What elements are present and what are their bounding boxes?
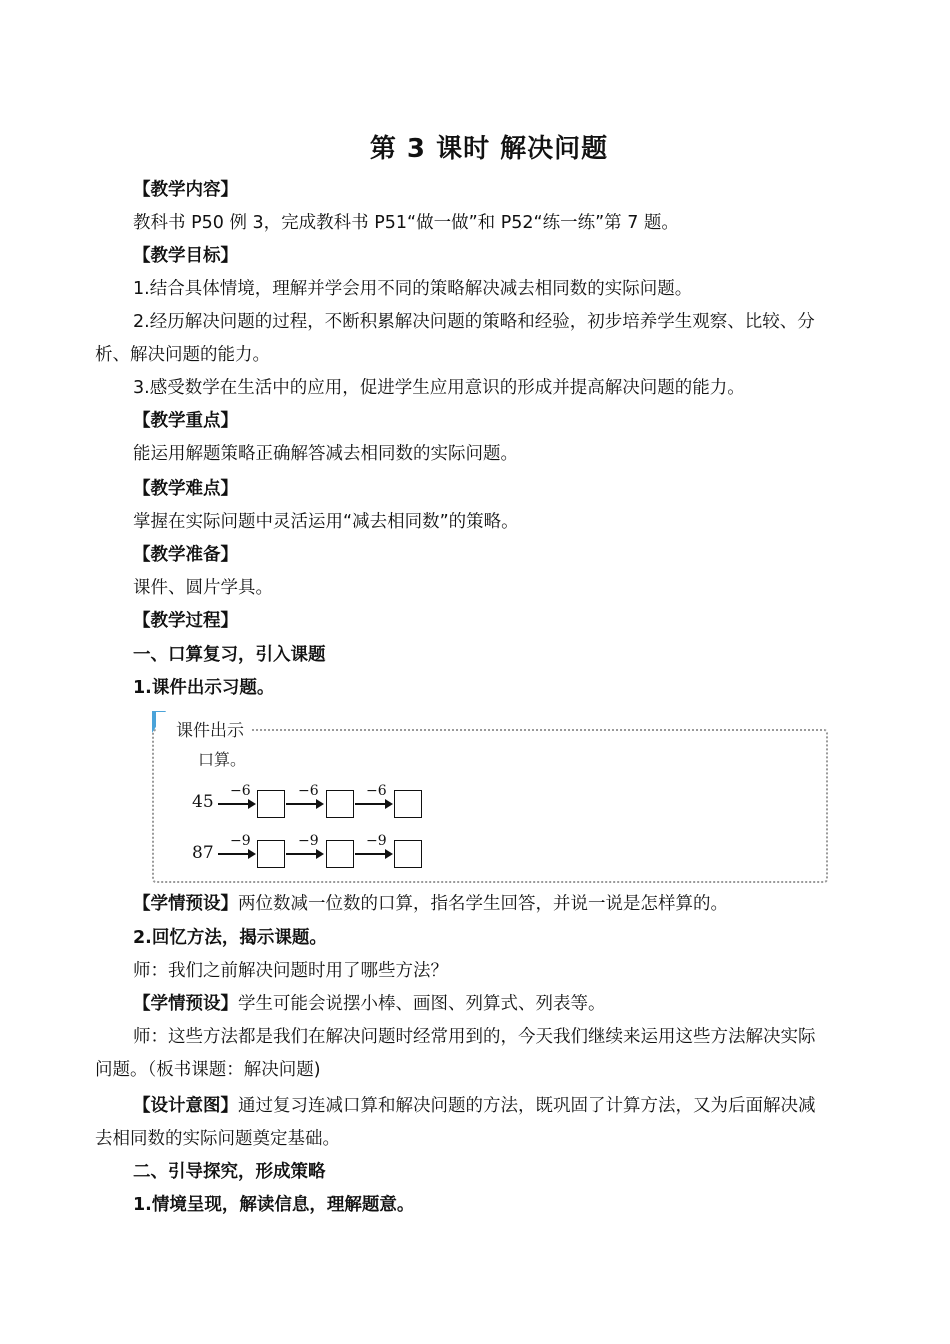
chain1-arrow-2 (286, 803, 322, 805)
chain1-box-2 (326, 790, 354, 818)
teacher-question: 师：我们之前解决问题时用了哪些方法？ (133, 961, 448, 981)
chain2-box-2 (326, 840, 354, 868)
part-1-heading: 一、口算复习，引入课题 (133, 645, 326, 665)
goal-1: 1.结合具体情境，理解并学会用不同的策略解决减去相同数的实际问题。 (133, 279, 693, 299)
chain2-box-1 (257, 840, 285, 868)
content-heading: 【教学内容】 (133, 180, 238, 200)
courseware-subtitle: 口算。 (198, 750, 247, 769)
chain1-arrow-1 (218, 803, 254, 805)
preset-2-text: 学生可能会说摆小棒、画图、列算式、列表等。 (238, 994, 606, 1014)
chain2-arrow-1 (218, 853, 254, 855)
goal-2-line2: 析、解决问题的能力。 (95, 345, 270, 365)
difficulty-heading: 【教学难点】 (133, 479, 238, 499)
chain1-arrow-3 (355, 803, 391, 805)
design-intent-line2: 去相同数的实际问题奠定基础。 (95, 1129, 340, 1149)
preset-2-tag: 【学情预设】 (133, 994, 238, 1014)
goal-3: 3.感受数学在生活中的应用，促进学生应用意识的形成并提高解决问题的能力。 (133, 378, 745, 398)
chain1-start: 45 (192, 792, 214, 812)
difficulty-text: 掌握在实际问题中灵活运用“减去相同数”的策略。 (133, 512, 519, 532)
process-heading: 【教学过程】 (133, 611, 238, 631)
page-title: 第 3 课时 解决问题 (369, 134, 609, 164)
key-text: 能运用解题策略正确解答减去相同数的实际问题。 (133, 444, 518, 464)
preset-1-text: 两位数减一位数的口算，指名学生回答，并说一说是怎样算的。 (238, 894, 728, 914)
prep-heading: 【教学准备】 (133, 545, 238, 565)
chain1-op-3: −6 (366, 783, 387, 799)
chain2-op-3: −9 (366, 833, 387, 849)
chain1-box-1 (257, 790, 285, 818)
chain1-op-2: −6 (298, 783, 319, 799)
teacher-statement-line2: 问题。（板书课题：解决问题) (95, 1060, 321, 1080)
goal-2-line1: 2.经历解决问题的过程，不断积累解决问题的策略和经验，初步培养学生观察、比较、分 (133, 312, 815, 332)
teacher-statement-line1: 师：这些方法都是我们在解决问题时经常用到的，今天我们继续来运用这些方法解决实际 (133, 1027, 816, 1047)
step-2: 2.回忆方法，揭示课题。 (133, 928, 327, 948)
chain2-arrow-3 (355, 853, 391, 855)
design-intent-line1 (133, 1094, 816, 1118)
preset-1-tag: 【学情预设】 (133, 894, 238, 914)
goal-heading: 【教学目标】 (133, 246, 238, 266)
content-text: 教科书 P50 例 3，完成教科书 P51“做一做”和 P52“练一练”第 7 题。 (133, 213, 679, 233)
preset-2 (133, 992, 606, 1016)
courseware-tab-label: 课件出示 (156, 712, 252, 746)
chain2-box-3 (394, 840, 422, 868)
design-intent-text: 通过复习连减口算和解决问题的方法，既巩固了计算方法，又为后面解决减 (238, 1096, 816, 1116)
step-1: 1.课件出示习题。 (133, 678, 275, 698)
chain2-op-2: −9 (298, 833, 319, 849)
chain1-op-1: −6 (230, 783, 251, 799)
part-2-heading: 二、引导探究，形成策略 (133, 1162, 326, 1182)
chain2-arrow-2 (286, 853, 322, 855)
chain2-start: 87 (192, 843, 214, 863)
prep-text: 课件、圆片学具。 (133, 578, 273, 598)
design-intent-tag: 【设计意图】 (133, 1096, 238, 1116)
key-heading: 【教学重点】 (133, 411, 238, 431)
chain1-box-3 (394, 790, 422, 818)
step-3: 1.情境呈现，解读信息，理解题意。 (133, 1195, 415, 1215)
preset-1 (133, 892, 728, 916)
chain2-op-1: −9 (230, 833, 251, 849)
